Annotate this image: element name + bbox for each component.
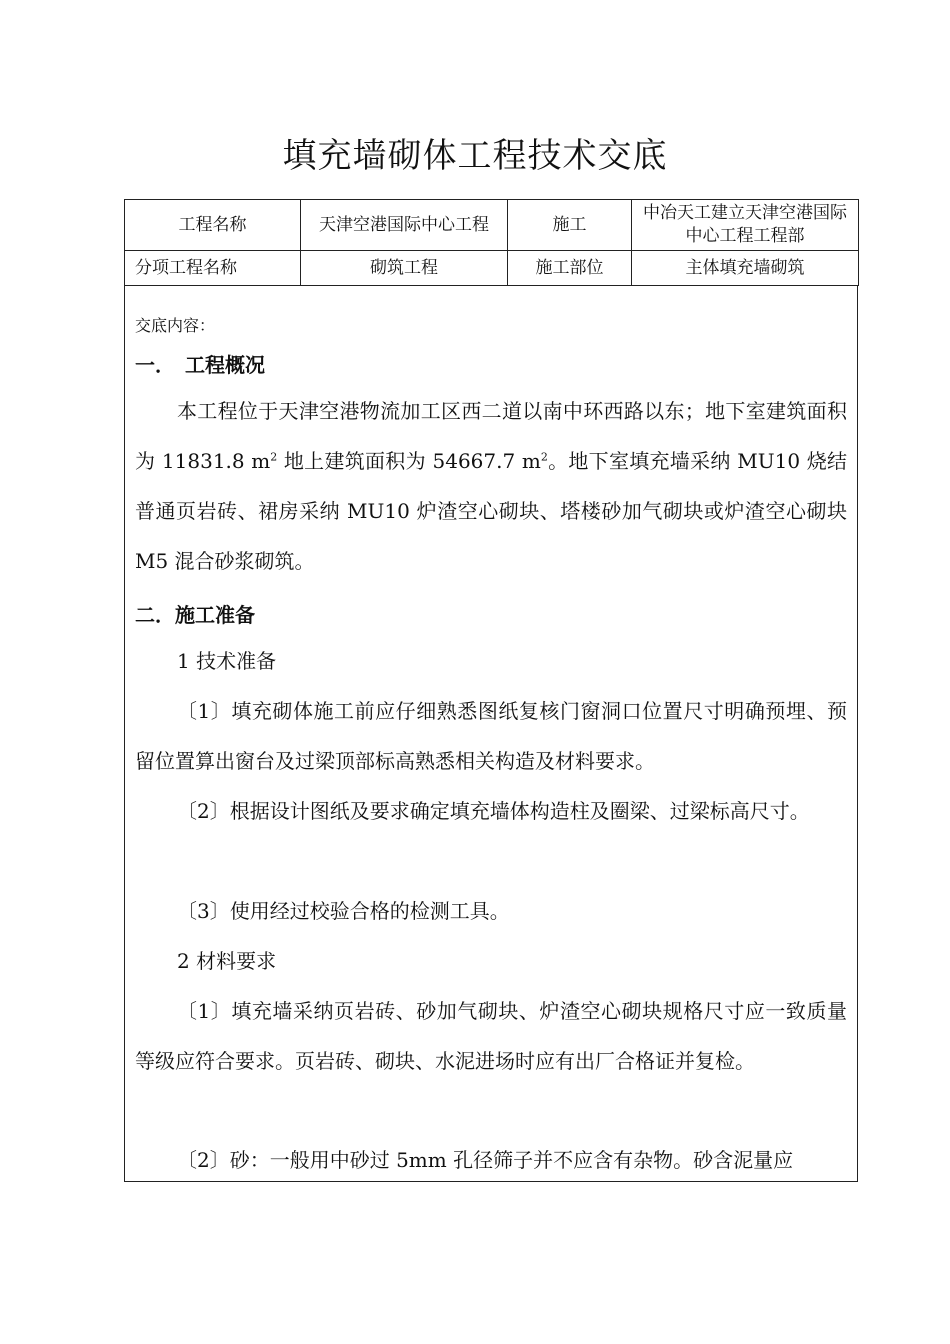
info-table — [124, 199, 859, 286]
tech-prep-item-1: 〔1〕填充砌体施工前应仔细熟悉图纸复核门窗洞口位置尺寸明确预埋、预留位置算出窗台及过梁顶部标高熟悉相关构造及材料要求。 — [135, 699, 847, 773]
sub-project-value: 砌筑工程 — [301, 251, 508, 286]
builder-value: 中冶天工建立天津空港国际中心工程工程部 — [632, 200, 859, 251]
material-item-2: 〔2〕砂：一般用中砂过 5mm 孔径筛子并不应含有杂物。砂含泥量应 — [177, 1148, 794, 1172]
subheading-material: 2 材料要求 — [177, 949, 277, 973]
content-box — [124, 285, 858, 1182]
construction-part-label: 施工部位 — [508, 251, 632, 286]
overview-paragraph: 本工程位于天津空港物流加工区西二道以南中环西路以东；地下室建筑面积为 11831.8 $m^2$ 地上建筑面积为 54667.7 $m^2$。地下室填充墙采纳 MU10 烧结普通页岩砖、裙房采纳 MU10 炉渣空心砌块、塔楼砂加气砌块或炉渣空心砌块 M5 混合砂浆砌筑。 — [135, 399, 847, 573]
tech-prep-item-2: 〔2〕根据设计图纸及要求确定填充墙体构造柱及圈梁、过梁标高尺寸。 — [177, 799, 810, 823]
material-item-1: 〔1〕填充墙采纳页岩砖、砂加气砌块、炉渣空心砌块规格尺寸应一致质量等级应符合要求。页岩砖、砌块、水泥进场时应有出厂合格证并复检。 — [135, 999, 847, 1073]
table-row — [125, 251, 859, 286]
project-name-value: 天津空港国际中心工程 — [301, 200, 508, 251]
builder-label: 施工 — [508, 200, 632, 251]
sub-project-label: 分项工程名称 — [125, 251, 301, 286]
tech-prep-item-3: 〔3〕使用经过校验合格的检测工具。 — [177, 899, 510, 923]
section-heading-preparation: 二．施工准备 — [135, 603, 255, 627]
project-name-label: 工程名称 — [125, 200, 301, 251]
table-row — [125, 200, 859, 251]
content-label: 交底内容： — [135, 316, 216, 335]
document-title: 填充墙砌体工程技术交底 — [282, 136, 668, 176]
construction-part-value: 主体填充墙砌筑 — [632, 251, 859, 286]
section-heading-overview: 一． 工程概况 — [135, 353, 265, 377]
subheading-tech-prep: 1 技术准备 — [177, 649, 277, 673]
